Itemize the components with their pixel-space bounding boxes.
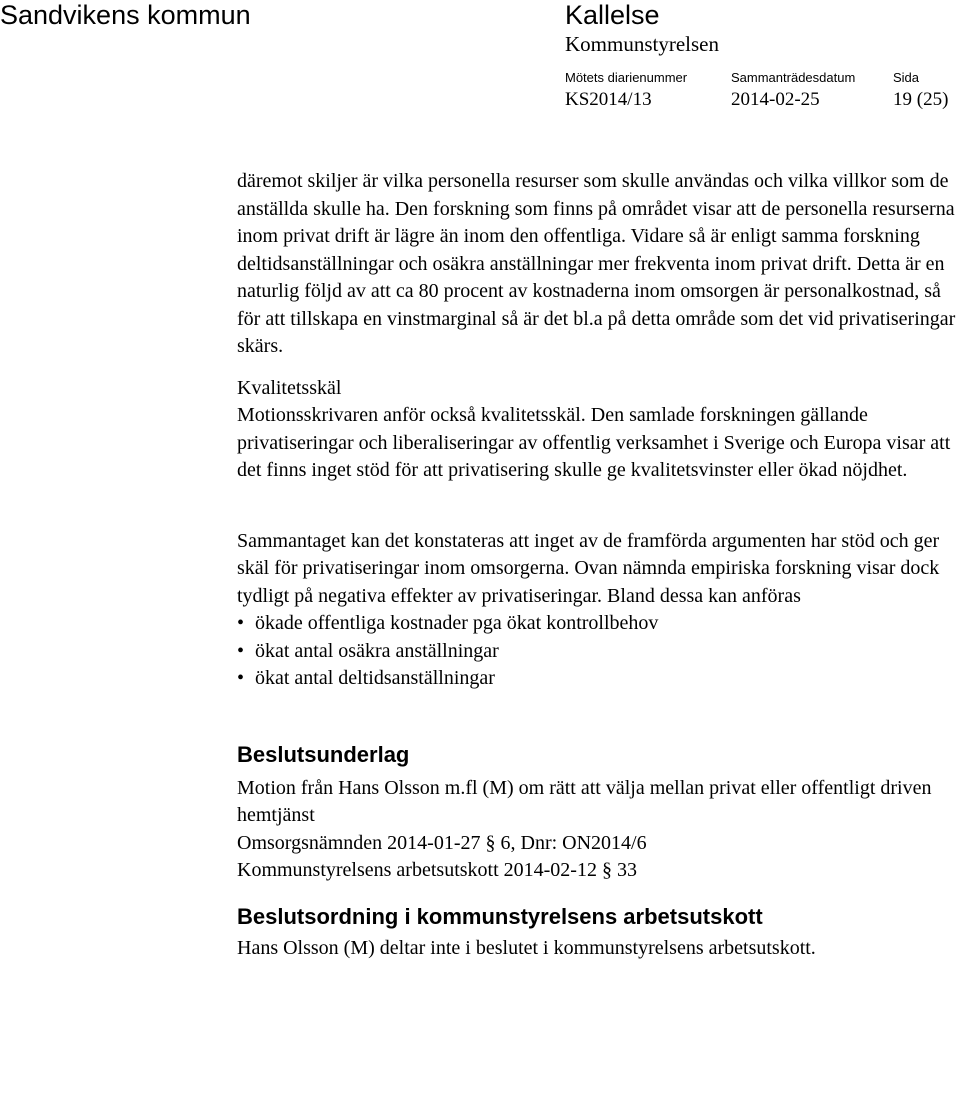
paragraph-quality: Motionsskrivaren anför också kvalitetsskäl. Den samlade forskningen gällande privatiseringar och liberaliseringar av offentlig verksamhet i Sverige och Europa visar att det finns inget stöd för att privatisering skulle ge kvalitetsvinster eller ökad nöjdhet. xyxy=(237,404,951,481)
document-body xyxy=(237,168,957,962)
paragraph-resources: däremot skiljer är vilka personella resurser som skulle användas och vilka villkor som de anställda skulle ha. Den forskning som finns på området visar att de personella resurserna inom privat drift är lägre än inom den offentliga. Vidare så är enligt samma forskning deltidsanställningar och osäkra anställningar mer frekventa inom privat drift. Detta är en naturlig följd av att ca 80 procent av kostnaderna inom omsorgen är personalkostnad, så för att tillskapa en vinstmarginal så är det bl.a på detta område som det vid privatiseringar skärs. xyxy=(237,170,956,357)
meeting-date-label: Sammanträdesdatum xyxy=(731,70,856,85)
decision-basis-item: Kommunstyrelsens arbetsutskott 2014-02-12 § 33 xyxy=(237,859,637,881)
meeting-date: 2014-02-25 xyxy=(731,89,820,110)
section-heading-decision-order: Beslutsordning i kommunstyrelsens arbetsutskott xyxy=(237,903,763,929)
decision-basis-item: Omsorgsnämnden 2014-01-27 § 6, Dnr: ON2014/6 xyxy=(237,831,647,854)
page-number: 19 (25) xyxy=(893,89,949,110)
bullet-icon: • xyxy=(237,639,245,662)
organization-name: Sandvikens kommun xyxy=(0,0,251,30)
meeting-number: KS2014/13 xyxy=(565,89,652,110)
list-item: • ökade offentliga kostnader pga ökat kontrollbehov xyxy=(237,610,957,638)
meeting-number-label: Mötets diarienummer xyxy=(565,70,688,85)
subheading-quality: Kvalitetsskäl xyxy=(237,376,342,399)
board-name: Kommunstyrelsen xyxy=(565,32,719,56)
effects-list xyxy=(237,610,957,693)
bullet-icon: • xyxy=(237,667,245,689)
decision-order-text: Hans Olsson (M) deltar inte i beslutet i kommunstyrelsens arbetsutskott. xyxy=(237,936,816,959)
list-item: • ökat antal deltidsanställningar xyxy=(237,665,957,693)
decision-basis-item: Motion från Hans Olsson m.fl (M) om rätt att välja mellan privat eller offentligt driven hemtjänst xyxy=(237,776,932,826)
page-label: Sida xyxy=(893,70,920,85)
list-item: • ökat antal osäkra anställningar xyxy=(237,638,957,666)
document-type: Kallelse xyxy=(565,0,660,30)
bullet-icon: • xyxy=(237,612,245,634)
section-heading-decision-basis: Beslutsunderlag xyxy=(237,741,410,767)
paragraph-summary: Sammantaget kan det konstateras att inget av de framförda argumenten har stöd och ger skäl för privatiseringar inom omsorgerna. Ovan nämnda empiriska forskning visar dock tydligt på negativa effekter av privatiseringar. Bland dessa kan anföras xyxy=(237,529,940,607)
